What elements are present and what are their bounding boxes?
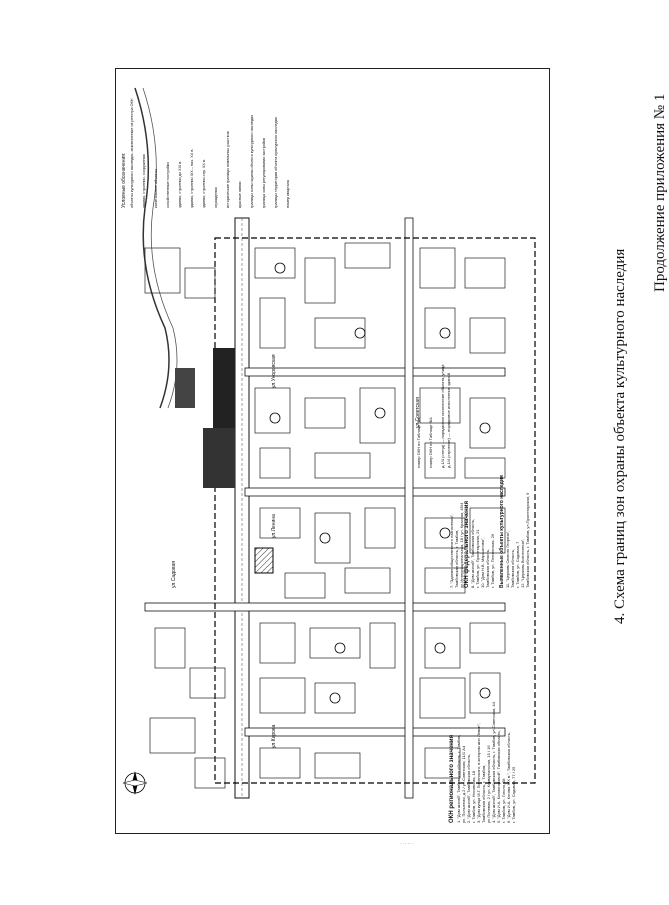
- svg-text:границы территории объекта кул: границы территории объекта культурного наследия: [274, 117, 278, 208]
- map-notes: [416, 364, 451, 468]
- parallel-street: [405, 218, 413, 798]
- svg-text:д.1/4 (стенд) — порядковое исп: д.1/4 (стенд) — порядковое исполнение объекта, улица: [440, 364, 445, 468]
- svg-text:номер ОКН по Таблице №1: номер ОКН по Таблице №1: [416, 417, 421, 468]
- svg-text:г. Тамбов, ул. Садовая, 7: г. Тамбов, ул. Садовая, 7: [515, 541, 520, 588]
- svg-text:г. Тамбов, ул. Пензенская, 29: г. Тамбов, ул. Пензенская, 29: [490, 533, 495, 588]
- industrial-building: [175, 368, 195, 408]
- svg-text:исторические границы земельных: исторические границы земельных участков: [226, 131, 230, 208]
- svg-text:Тамбовская область,: Тамбовская область,: [485, 548, 490, 588]
- svg-text:3. "Дом купца М.Г. Поленского: 3. "Дом купца М.Г. Поленского, в котором жил Левин",: [476, 722, 481, 823]
- cross-street-4: [245, 728, 505, 736]
- svg-text:ул.Полевая, 2 / ул. Коммунальн: ул.Полевая, 2 / ул. Коммунальная, 15 / 16: [486, 745, 491, 823]
- svg-text:г. Тамбов, ул. Садовая, 77 / 2: г. Тамбов, ул. Садовая, 77 / 25: [511, 766, 516, 823]
- okn-regional-title: ОКН регионального значения: [449, 734, 455, 823]
- svg-text:11. "Церковь Святого Георгия",: 11. "Церковь Святого Георгия",: [505, 530, 510, 588]
- scheme-title: 4. Схема границ зон охраны объекта культурного наследия: [612, 248, 628, 624]
- okn-regional-list: [449, 701, 516, 823]
- cross-street-2: [245, 488, 505, 496]
- industrial-building: [203, 428, 235, 488]
- legend: [121, 98, 290, 208]
- svg-text:красные линии: красные линии: [238, 181, 242, 208]
- svg-text:хозяйственные постройки: хозяйственные постройки: [166, 162, 170, 208]
- svg-text:здания, строения сер. XX в.: здания, строения сер. XX в.: [202, 158, 206, 208]
- svg-text:здания, строения, сооружения: здания, строения, сооружения: [142, 154, 146, 208]
- svg-text:здания, строения до XIX в.: здания, строения до XIX в.: [178, 160, 182, 208]
- svg-text:капитальные объекты: капитальные объекты: [154, 169, 158, 208]
- svg-text:2. "Дом жилой", Тамбовская об: 2. "Дом жилой", Тамбовская область,: [466, 753, 471, 823]
- svg-text:д.1/4 (строение) — порядковое: д.1/4 (строение) — порядковое исполнение зданий: [446, 373, 451, 468]
- street-label-sadovaya: ул.Садовая: [171, 561, 177, 588]
- svg-text:1. "Дом жилой", Тамбовская об: 1. "Дом жилой", Тамбовская область, г. Тамбов,: [456, 734, 461, 823]
- svg-text:г. Тамбов, ул. Носовская, 18: г. Тамбов, ул. Носовская, 18: [471, 770, 476, 823]
- svg-text:7. "Здание общественного назн: 7. "Здание общественного назначения",: [449, 513, 454, 588]
- svg-text:ул.Интернациональная, 18 / ул.: ул.Интернациональная, 18 / ул. Красная, 45/4: [459, 502, 464, 588]
- street-label-kirova: ул.Кирова: [271, 724, 277, 748]
- svg-text:6. "Дом И.А. Котова XIX в.",: 6. "Дом И.А. Котова XIX в.", Тамбовская область,: [506, 732, 511, 823]
- street-label-vorovskogo: ул.Уноровская: [271, 354, 277, 388]
- svg-text:Тамбовская область, г. Тамбов,: Тамбовская область, г. Тамбов,: [481, 764, 486, 823]
- svg-text:границы зоны охраны объекта ку: границы зоны охраны объекта культурного наследия: [250, 114, 254, 208]
- svg-text:10. "Дом Н.В. Маршалова",: 10. "Дом Н.В. Маршалова",: [480, 537, 485, 588]
- okn-federal-list: [449, 501, 495, 588]
- protection-zone-boundary: [215, 238, 535, 783]
- svg-text:ограждения: ограждения: [214, 187, 218, 208]
- svg-text:ул. Полынная, д.2 / ул.Советск: ул. Полынная, д.2 / ул.Советская, 11/1 А4: [461, 745, 466, 823]
- okn-markers: [270, 263, 490, 703]
- legend-title: Условные обозначения:: [121, 152, 127, 208]
- okn-federal-title: ОКН федерального значения: [464, 501, 470, 588]
- protection-zone-map: [115, 68, 550, 834]
- industrial-building: [213, 348, 235, 428]
- street-labels: [171, 354, 421, 748]
- svg-text:номер ОКН по Таблице №1: номер ОКН по Таблице №1: [428, 417, 433, 468]
- svg-text:г. Тамбов, ул. Пролетарская, 2: г. Тамбов, ул. Пролетарская, 21: [475, 529, 480, 588]
- okn-identified-title: Выявленные объекты культурного наследия: [499, 475, 505, 588]
- svg-text:12. "Церковь Вознесения",: 12. "Церковь Вознесения",: [520, 538, 525, 588]
- footer-marks: · ·· ·· ·: [400, 842, 414, 847]
- svg-text:Тамбовская область,: Тамбовская область,: [510, 548, 515, 588]
- street-label-lenina: ул.Ленина: [271, 514, 277, 538]
- svg-text:Тамбовская область, г. Тамбов,: Тамбовская область, г. Тамбов,: [454, 529, 459, 588]
- appendix-heading: Продолжение приложения № 1: [652, 93, 668, 292]
- svg-text:4. "Дом жилой", Тамбовская об: 4. "Дом жилой", Тамбовская область, г. Тамбов, ул.Советская, 44: [491, 702, 496, 823]
- cross-street-1: [145, 603, 505, 611]
- okn-identified-list: [498, 475, 530, 588]
- svg-text:граница зоны регулирования зас: граница зоны регулирования застройки: [262, 138, 266, 208]
- svg-text:8. "Дом жилой", Тамбовская об: 8. "Дом жилой", Тамбовская область,: [470, 518, 475, 588]
- svg-text:здания, строения XIX – нач. XX: здания, строения XIX – нач. XX в.: [190, 148, 194, 208]
- svg-text:г. Тамбов, ул. Гоголя, 28: г. Тамбов, ул. Гоголя, 28: [501, 778, 506, 823]
- street-label-sovetskaya: ул.Советская: [415, 397, 421, 428]
- cross-street-3: [245, 368, 505, 376]
- svg-text:Тамбовская область, г. Тамбов,: Тамбовская область, г. Тамбов, ул.Пролетарская, 9: [525, 492, 530, 588]
- svg-text:5. "Дом И.А. Колмогоровой", Т: 5. "Дом И.А. Колмогоровой", Тамбовская область,: [496, 730, 501, 823]
- svg-text:объекты культурного наследия,: объекты культурного наследия, исключенные из реестра ОКН: [130, 98, 134, 208]
- okn-building: [255, 548, 273, 573]
- svg-text:номер квартала: номер квартала: [286, 179, 290, 208]
- north-arrow-icon: [123, 771, 147, 795]
